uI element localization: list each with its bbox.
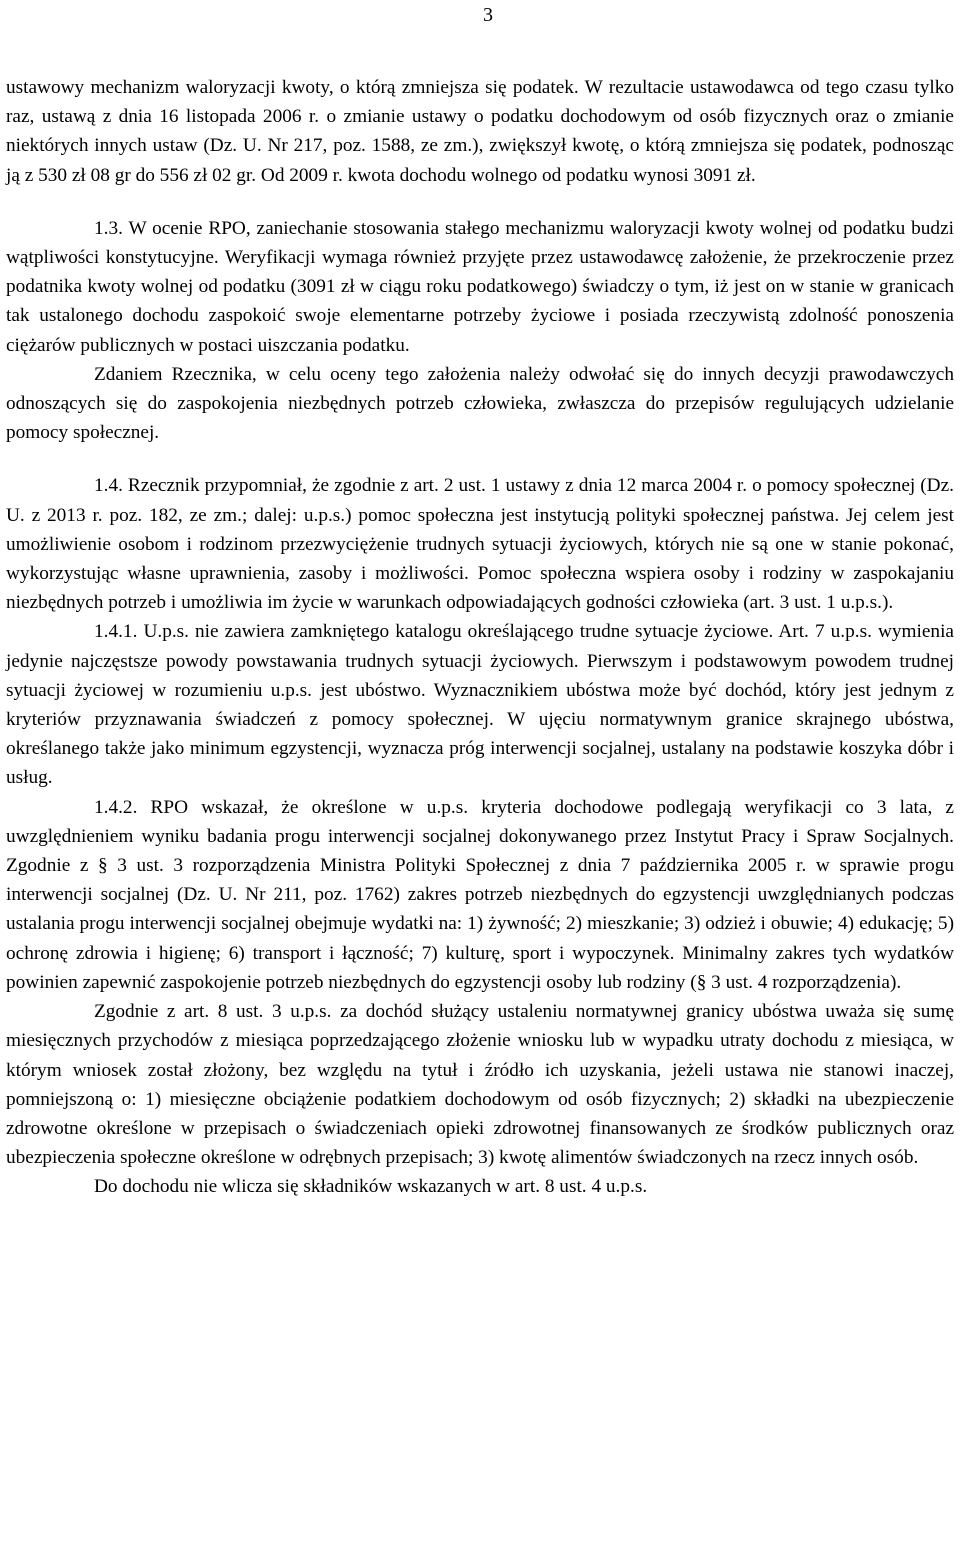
paragraph-continuation: ustawowy mechanizm waloryzacji kwoty, o którą zmniejsza się podatek. W rezultacie ustawodawca od tego czasu tylko raz, ustawą z dnia 16 listopada 2006 r. o zmianie ustawy o podatku dochodowym od osób fizycznych oraz o zmianie niektórych innych ustaw (Dz. U. Nr 217, poz. 1588, ze zm.), zwiększył kwotę, o którą zmniejsza się podatek, podnosząc ją z 530 zł 08 gr do 556 zł 02 gr. Od 2009 r. kwota dochodu wolnego od podatku wynosi 3091 zł. <box>6 77 954 186</box>
paragraph-gap <box>6 190 954 214</box>
paragraph-1-4-1: 1.4.1. U.p.s. nie zawiera zamkniętego katalogu określającego trudne sytuacje życiowe. Art. 7 u.p.s. wymienia jedynie najczęstsze powody powstawania trudnych sytuacji życiowych. Pierwszym i podstawowym powodem trudnej sytuacji życiowej w rozumieniu u.p.s. jest ubóstwo. Wyznacznikiem ubóstwa może być dochód, który jest jednym z kryteriów przyznawania świadczeń z pomocy społecznej. W ujęciu normatywnym granice skrajnego ubóstwa, określanego także jako minimum egzystencji, wyznacza próg interwencji socjalnej, ustalany na podstawie koszyka dóbr i usług. <box>6 621 954 789</box>
paragraph-gap <box>6 447 954 471</box>
paragraph-rzecznik-opinion: Zdaniem Rzecznika, w celu oceny tego założenia należy odwołać się do innych decyzji prawodawczych odnoszących się do zaspokojenia niezbędnych potrzeb człowieka, zwłaszcza do przepisów regulujących udzielanie pomocy społecznej. <box>6 363 954 444</box>
paragraph-art-8: Zgodnie z art. 8 ust. 3 u.p.s. za dochód służący ustaleniu normatywnej granicy ubóstwa uważa się sumę miesięcznych przychodów z miesiąca poprzedzającego złożenie wniosku lub w wypadku utraty dochodu z miesiąca, w którym wniosek został złożony, bez względu na tytuł i źródło ich uzyskania, jeżeli ustawa nie stanowi inaczej, pomniejszoną o: 1) miesięczne obciążenie podatkiem dochodowym od osób fizycznych; 2) składki na ubezpieczenie zdrowotne określone w przepisach o świadczeniach opieki zdrowotnej finansowanych ze środków publicznych oraz ubezpieczenia społeczne określone w odrębnych przepisach; 3) kwotę alimentów świadczonych na rzecz innych osób. <box>6 1001 954 1169</box>
paragraph-1-4-2: 1.4.2. RPO wskazał, że określone w u.p.s. kryteria dochodowe podlegają weryfikacji co 3 lata, z uwzględnieniem wyniku badania progu interwencji socjalnej dokonywanego przez Instytut Pracy i Spraw Socjalnych. Zgodnie z § 3 ust. 3 rozporządzenia Ministra Polityki Społecznej z dnia 7 października 2005 r. w sprawie progu interwencji socjalnej (Dz. U. Nr 211, poz. 1762) zakres potrzeb niezbędnych do egzystencji uwzględnianych podczas ustalania progu interwencji socjalnej obejmuje wydatki na: 1) żywność; 2) mieszkanie; 3) odzież i obuwie; 4) edukację; 5) ochronę zdrowia i higienę; 6) transport i łączność; 7) kulturę, sport i wypoczynek. Minimalny zakres tych wydatków powinien zapewnić zaspokojenie potrzeb niezbędnych do egzystencji osoby lub rodziny (§ 3 ust. 4 rozporządzenia). <box>6 796 954 993</box>
paragraph-1-3: 1.3. W ocenie RPO, zaniechanie stosowania stałego mechanizmu waloryzacji kwoty wolnej od podatku budzi wątpliwości konstytucyjne. Weryfikacji wymaga również przyjęte przez ustawodawcę założenie, że przekroczenie przez podatnika kwoty wolnej od podatku (3091 zł w ciągu roku podatkowego) świadczy o tym, iż jest on w stanie w granicach tak ustalonego dochodu zaspokoić swoje elementarne potrzeby życiowe i posiada rzeczywistą zdolność ponoszenia ciężarów publicznych w postaci uiszczania podatku. <box>6 217 954 356</box>
paragraph-1-4: 1.4. Rzecznik przypomniał, że zgodnie z art. 2 ust. 1 ustawy z dnia 12 marca 2004 r. o pomocy społecznej (Dz. U. z 2013 r. poz. 182, ze zm.; dalej: u.p.s.) pomoc społeczna jest instytucją polityki społecznej państwa. Jej celem jest umożliwienie osobom i rodzinom przezwyciężenie trudnych sytuacji życiowych, których nie są one w stanie pokonać, wykorzystując własne uprawnienia, zasoby i możliwości. Pomoc społeczna wspiera osoby i rodziny w zaspokajaniu niezbędnych potrzeb i umożliwia im życie w warunkach odpowiadających godności człowieka (art. 3 ust. 1 u.p.s.). <box>6 475 954 614</box>
page-number: 3 <box>483 4 493 26</box>
paragraph-final: Do dochodu nie wlicza się składników wskazanych w art. 8 ust. 4 u.p.s. <box>94 1176 648 1198</box>
document-body <box>6 73 954 1202</box>
